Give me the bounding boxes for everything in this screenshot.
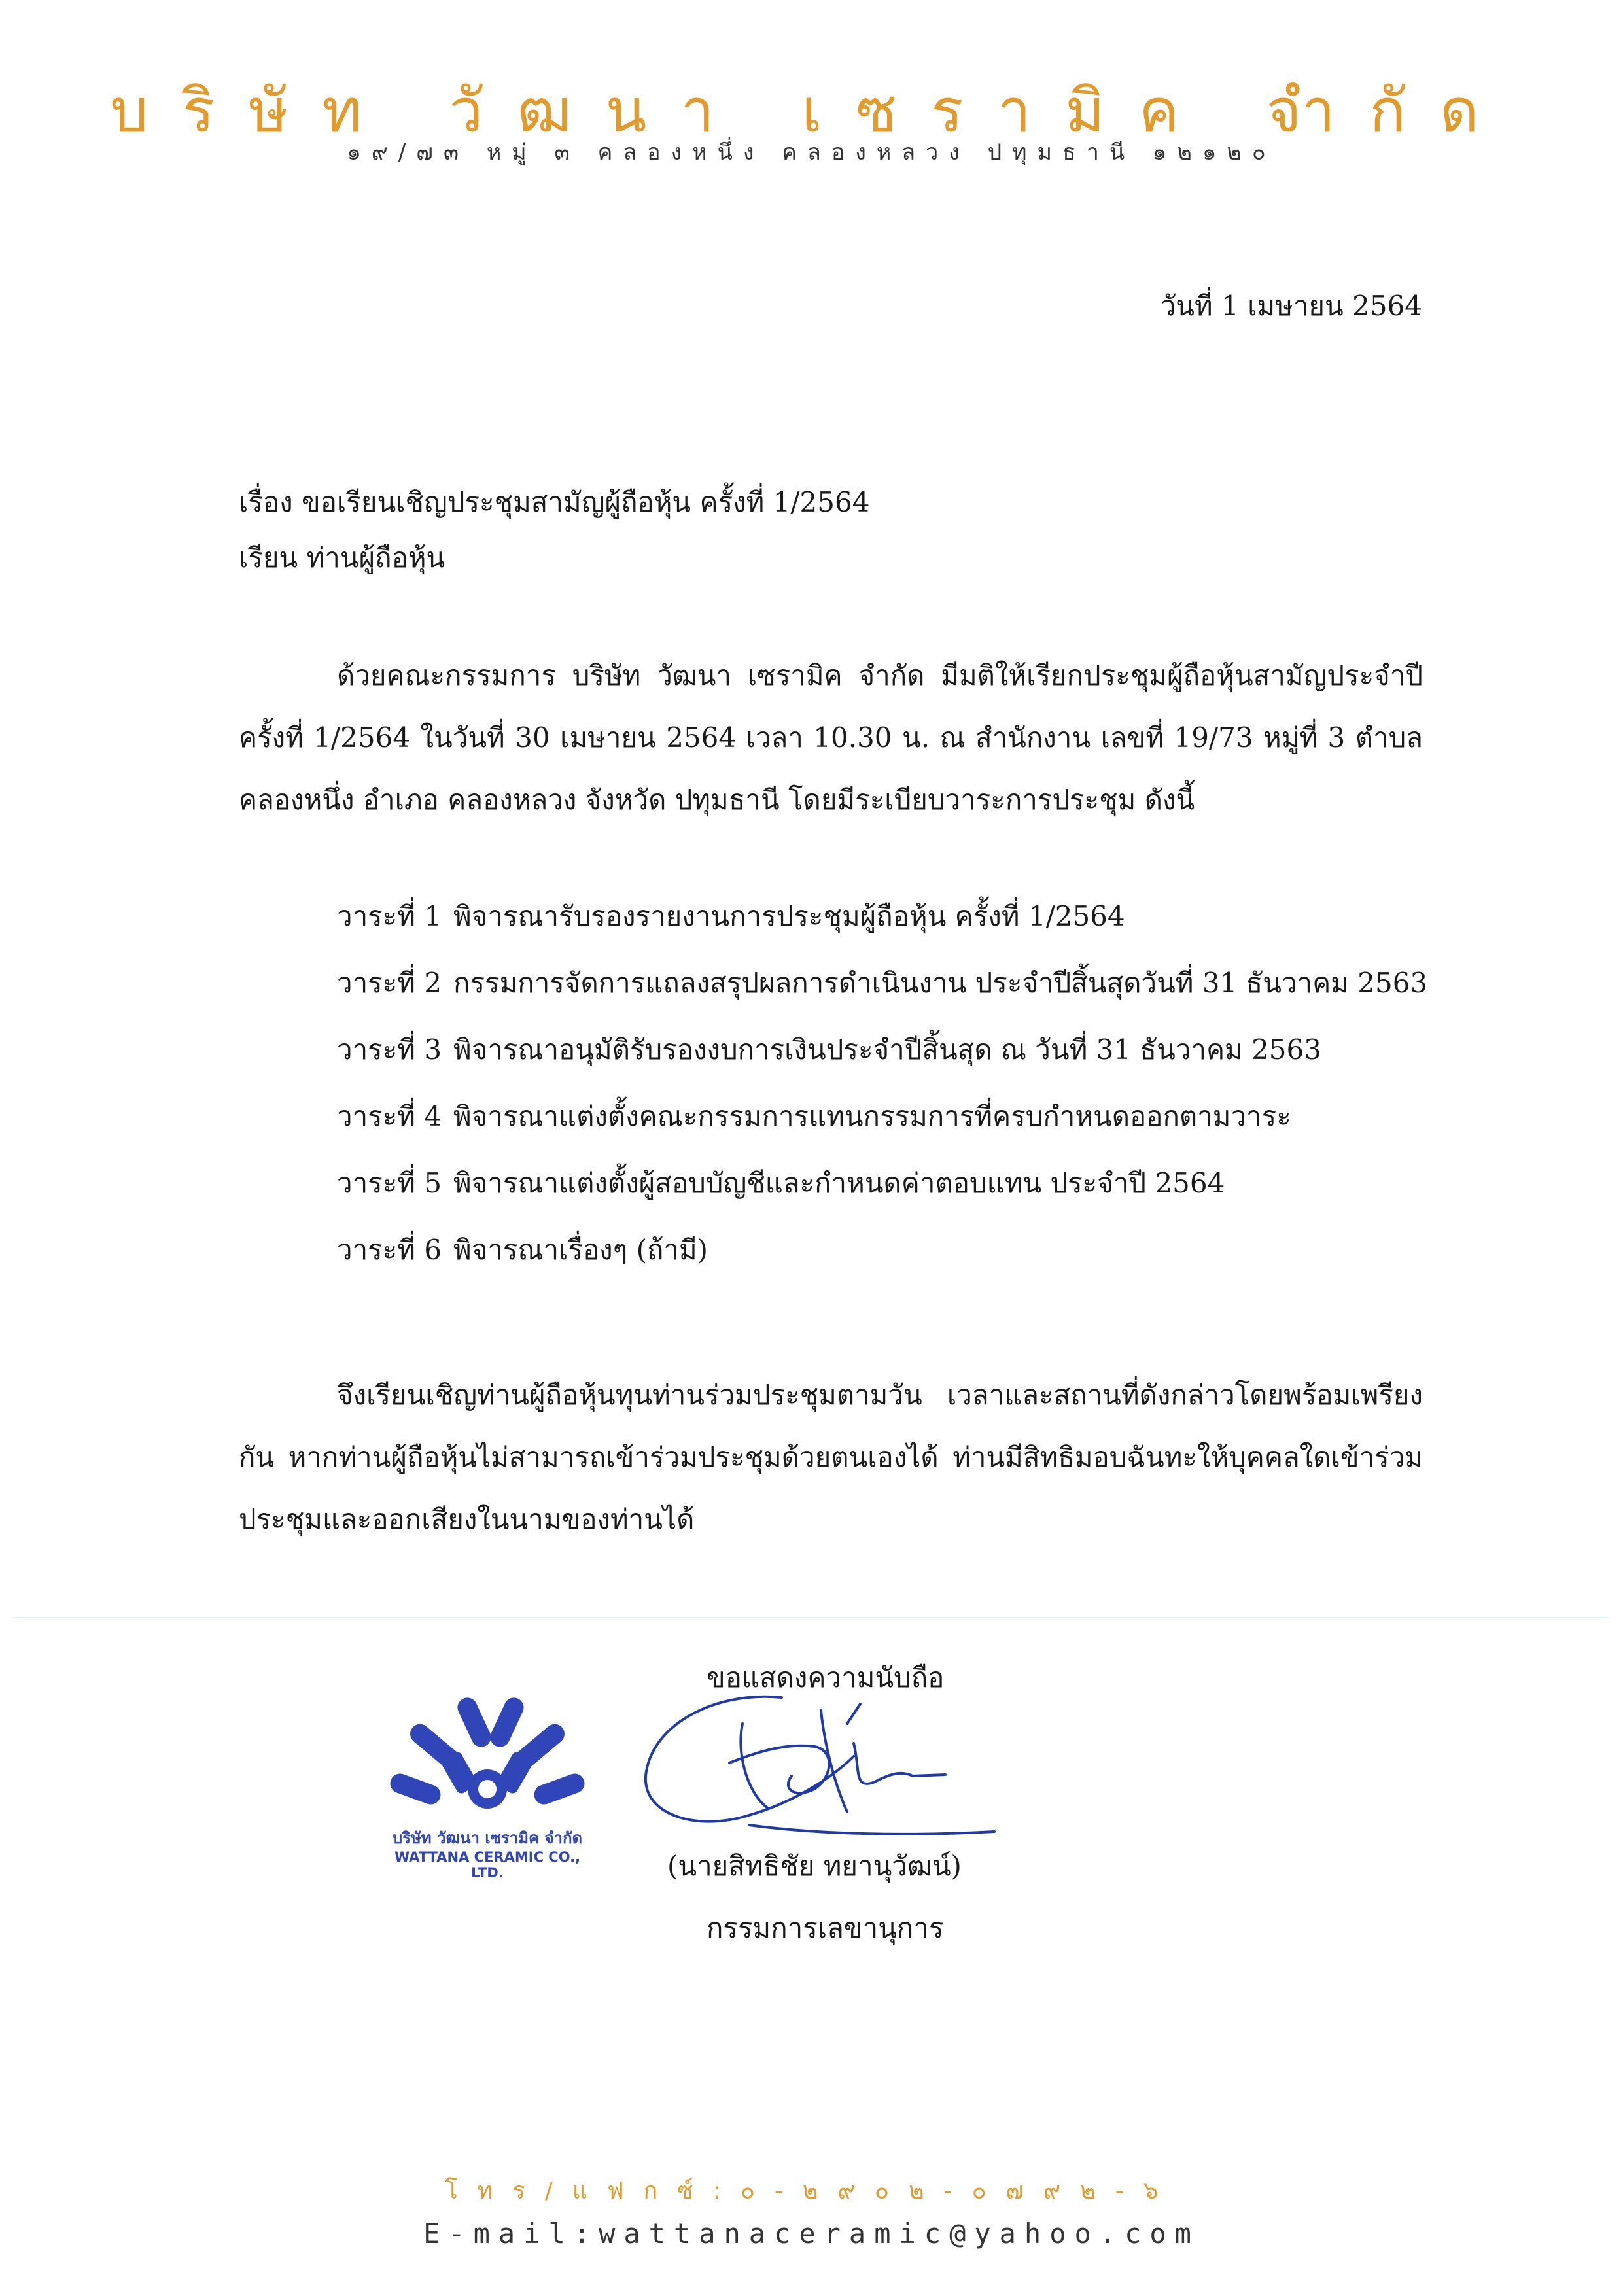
recipient-line: เรียน ท่านผู้ถือหุ้น [239, 542, 445, 574]
proxy-paragraph-text: จึงเรียนเชิญท่านผู้ถือหุ้นทุนท่านร่วมประชุมตามวัน เวลาและสถานที่ดังกล่าวโดยพร้อมเพรียงกัน หากท่านผู้ถือหุ้นไม่สามารถเข้าร่วมประชุมด้วยตนเองได้ ท่านมีสิทธิมอบฉันทะให้บุคคลใดเข้าร่วมประชุมและออกเสียงในนามของท่านได้ [239, 1379, 1423, 1535]
agenda-number: วาระที่ 6 [337, 1234, 442, 1266]
scan-divider-line [13, 1617, 1609, 1618]
agenda-number: วาระที่ 4 [337, 1100, 442, 1132]
company-stamp [386, 1691, 589, 1894]
agenda-text: พิจารณาเรื่องๆ (ถ้ามี) [453, 1234, 708, 1266]
agenda-number: วาระที่ 3 [337, 1034, 442, 1066]
letter-date: วันที่ 1 เมษายน 2564 [1160, 290, 1422, 322]
agenda-item [337, 950, 1427, 1017]
agenda-number: วาระที่ 5 [337, 1167, 442, 1199]
proxy-paragraph [239, 1364, 1423, 1550]
company-name: บริษัท วัฒนา เซรามิค จำกัด [110, 76, 1513, 146]
agenda-text: พิจารณาแต่งตั้งคณะกรรมการแทนกรรมการที่ครบกำหนดออกตามวาระ [453, 1100, 1291, 1132]
subject-line: เรื่อง ขอเรียนเชิญประชุมสามัญผู้ถือหุ้น ครั้งที่ 1/2564 [239, 486, 870, 518]
stamp-name-thai: บริษัท วัฒนา เซรามิค จำกัด [392, 1829, 583, 1847]
signer-title: กรรมการเลขานุการ [707, 1912, 944, 1944]
footer-email: E-mail:wattanaceramic@yahoo.com [423, 2218, 1200, 2250]
handwritten-signature [638, 1684, 1004, 1854]
agenda-item [337, 883, 1427, 950]
invitation-paragraph-text: ด้วยคณะกรรมการ บริษัท วัฒนา เซรามิค จำกัด มีมติให้เรียกประชุมผู้ถือหุ้นสามัญประจำปี ครั้งที่ 1/2564 ในวันที่ 30 เมษายน 2564 เวลา 10.30 น. ณ สำนักงาน เลขที่ 19/73 หมู่ที่ 3 ตำบลคลองหนึ่ง อำเภอ คลองหลวง จังหวัด ปทุมธานี โดยมีระเบียบวาระการประชุม ดังนี้ [239, 659, 1423, 816]
agenda-list [337, 883, 1427, 1283]
agenda-text: กรรมการจัดการแถลงสรุปผลการดำเนินงาน ประจำปีสิ้นสุดวันที่ 31 ธันวาคม 2563 [453, 967, 1428, 999]
agenda-text: พิจารณาอนุมัติรับรองงบการเงินประจำปีสิ้นสุด ณ วันที่ 31 ธันวาคม 2563 [453, 1034, 1321, 1066]
footer-phone-fax: โทร/แฟกซ์:๐-๒๙๐๒-๐๗๙๒-๖ [445, 2178, 1178, 2204]
invitation-paragraph [239, 644, 1423, 831]
agenda-number: วาระที่ 2 [337, 967, 442, 999]
closing-salutation: ขอแสดงความนับถือ [707, 1661, 945, 1694]
stamp-name-english: WATTANA CERAMIC CO., LTD. [394, 1849, 581, 1881]
company-address: ๑๙/๗๓ หมู่ ๓ คลองหนึ่ง คลองหลวง ปทุมธานี ๑๒๑๒๐ [347, 139, 1276, 165]
agenda-item [337, 1217, 1427, 1283]
agenda-item [337, 1150, 1427, 1217]
agenda-number: วาระที่ 1 [337, 900, 442, 932]
signer-name: (นายสิทธิชัย ทยานุวัฒน์) [667, 1850, 962, 1882]
agenda-item [337, 1083, 1427, 1150]
agenda-item [337, 1017, 1427, 1083]
agenda-text: พิจารณาแต่งตั้งผู้สอบบัญชีและกำหนดค่าตอบแทน ประจำปี 2564 [453, 1167, 1225, 1199]
company-logo-icon [386, 1691, 589, 1822]
agenda-text: พิจารณารับรองรายงานการประชุมผู้ถือหุ้น ครั้งที่ 1/2564 [453, 900, 1125, 932]
